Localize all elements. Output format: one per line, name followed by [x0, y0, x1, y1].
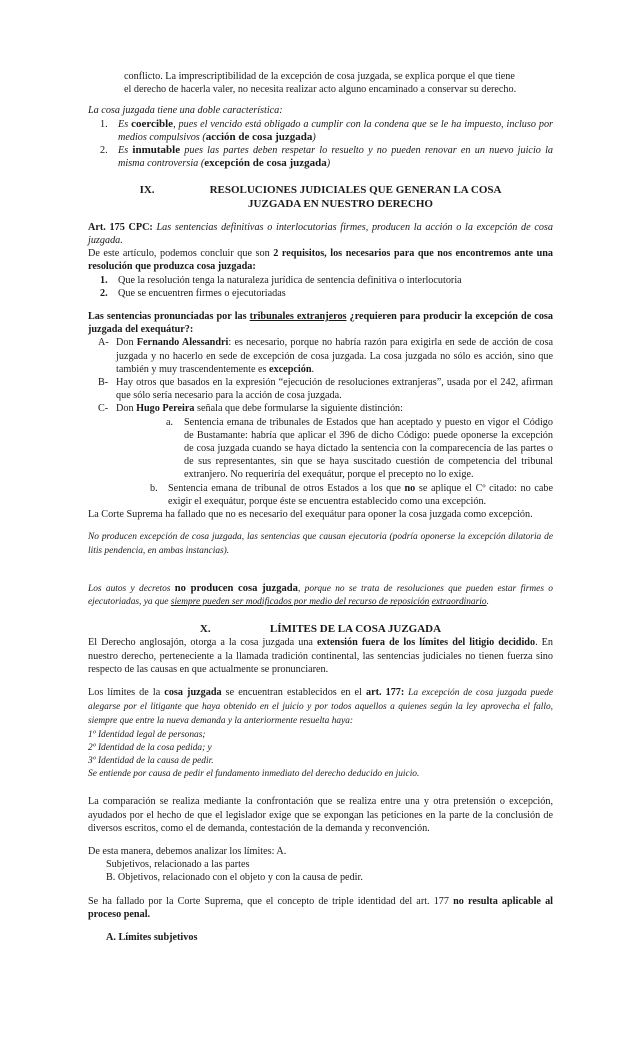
text-line: 3º Identidad de la causa de pedir.: [88, 755, 214, 766]
manera-intro: De esta manera, debemos analizar los límites: A.: [88, 845, 287, 857]
text: Las sentencias pronunciadas por las: [88, 311, 250, 323]
text: Don: [116, 403, 137, 415]
section-heading: [88, 623, 553, 636]
list-number: 2.: [100, 145, 108, 157]
extranjeras-question: [88, 310, 553, 336]
section-title: RESOLUCIONES JUDICIALES QUE GENERAN LA COSA: [209, 184, 502, 197]
anglo-paragraph: [88, 636, 553, 676]
text: cosa juzgada: [164, 686, 222, 698]
text: , porque no se trata de resoluciones que pueden estar firmes o ejecutoriadas, ya que: [88, 583, 553, 607]
text: Es: [118, 118, 132, 130]
text: De este artículo, podemos concluir que son: [88, 248, 274, 260]
fallado-paragraph: [88, 895, 553, 921]
text: no resulta aplicable al proceso penal.: [88, 895, 553, 920]
text: pues las partes deben respetar lo resuelto y no pueden renovar en un nuevo juicio la misma controversia (: [118, 145, 554, 170]
term: excepción de cosa juzgada: [204, 157, 327, 170]
list-marker: a.: [166, 416, 174, 428]
text: se encuentran establecidos en el: [221, 686, 366, 698]
text: se aplique el Cº citado: no cabe exigir el exequátur, porque éste se encuentra establecido como una excepción.: [168, 482, 553, 507]
list-item: [88, 274, 553, 287]
text: Que se encuentren firmes o ejecutoriadas: [118, 287, 286, 299]
text: Los límites de la: [88, 686, 165, 698]
no-producen-paragraph: No producen excepción de cosa juzgada, las sentencias que causan ejecutoria (podría oponerse la excepción dilatoria de litis pendencia, en ambas instancias).: [88, 532, 553, 556]
text: ): [312, 131, 316, 143]
author-name: Fernando Alessandri: [136, 337, 229, 349]
text-line: el derecho de hacerla valer, no necesita realizar acto alguno encaminado a conservar su derecho.: [124, 84, 517, 96]
text: , pues el vencido está obligado a cumplir con la condena que se le ha impuesto, incluso por medios compulsivos (: [118, 118, 554, 143]
text: excepción: [269, 363, 312, 375]
list-marker: A-: [98, 337, 109, 349]
text-line: conflicto. La imprescriptibilidad de la excepción de cosa juzgada, se explica porque el que tiene: [124, 71, 515, 82]
text: .: [311, 363, 315, 375]
section-number: X.: [199, 623, 211, 636]
list-item: [88, 376, 553, 402]
text: ): [326, 158, 331, 170]
autos-paragraph: [88, 582, 553, 609]
text-line: 2º Identidad de la cosa pedida; y: [88, 742, 212, 753]
text-line: 1º Identidad legal de personas;: [88, 729, 206, 740]
section-title-line2: JUZGADA EN NUESTRO DERECHO: [248, 197, 433, 210]
list-item: [88, 144, 553, 170]
term: acción de cosa juzgada: [205, 130, 313, 143]
text: no: [404, 482, 416, 494]
list-item: [88, 287, 553, 300]
list-marker: B-: [98, 377, 109, 389]
sub-list-item: [88, 482, 553, 508]
text: Sentencia emana de tribunales de Estados que han aceptado y puesto en vigor el Código de Bustamante: habría que aplicar el 396 de dicho Código: puede oponerse la excepción de cosa juzgada cuando se haya dictado la sentencia con la comparecencia de las partes o de sus representantes, sin que se haya suscitado cuestión de competencia del tribunal extranjero. No requeriría del exequátur, porque el precepto no lo exige.: [184, 416, 553, 481]
list-item: [88, 336, 553, 376]
text: tribunales extranjeros: [249, 311, 347, 323]
comparacion-paragraph: La comparación se realiza mediante la confrontación que se realiza entre una y otra pretensión o excepción, ayudados por el hecho de que el legislador exige que se expongan las peticiones en la parte de la conclusión de diversos escritos, como el de demanda, contestación de la demanda y reconvención.: [88, 796, 553, 834]
article-text: Las sentencias definitivas o interlocutorias firmes, producen la acción o la excepción de cosa juzgada.: [88, 221, 553, 247]
text-line: Subjetivos, relacionado a las partes: [106, 859, 250, 871]
list-item: [88, 402, 553, 415]
text: 2 requisitos, los necesarios para que nos encontremos ante una resolución que produzca cosa juzgada:: [88, 248, 554, 273]
text: extensión fuera de los límites del litigio decidido: [317, 637, 536, 649]
article-ref: art. 177:: [365, 686, 405, 698]
text-line: B. Objetivos, relacionado con el objeto y con la causa de pedir.: [106, 872, 363, 884]
text: .: [486, 596, 489, 607]
continued-paragraph: [88, 70, 553, 96]
text: El Derecho anglosajón, otorga a la cosa juzgada una: [88, 637, 318, 649]
text: Que la resolución tenga la naturaleza jurídica de sentencia definitiva o interlocutoria: [118, 274, 462, 286]
text: Sentencia emana de tribunal de otros Estados a los que: [168, 482, 405, 494]
article-text: La excepción de cosa juzgada puede alegarse por el litigante que haya obtenido en el juicio y por todos aquellos a quienes según la ley aprovecha el fallo, siempre que entre la nueva demanda y la anteriormente resuelta haya:: [88, 687, 554, 727]
corte-paragraph: La Corte Suprema ha fallado que no es necesario del exequátur para oponer la cosa juzgada como excepción.: [88, 509, 533, 521]
subsection-heading: A. Límites subjetivos: [106, 931, 198, 943]
text: siempre pueden ser modificados por medio del recurso de reposición: [170, 596, 430, 607]
section-heading: [88, 184, 553, 210]
text-line: Se entiende por causa de pedir el fundamento inmediato del derecho deducido en juicio.: [88, 769, 420, 780]
list-number: 1.: [100, 274, 108, 286]
author-name: Hugo Pereira: [136, 403, 195, 415]
document-page: [88, 70, 553, 944]
text: ¿requieren para producir la excepción de cosa juzgada del exequátur?:: [88, 311, 553, 336]
text: Los autos y decretos: [88, 583, 175, 594]
list-marker: C-: [98, 403, 109, 415]
section-title: LÍMITES DE LA COSA JUZGADA: [269, 623, 442, 636]
text: : es necesario, porque no habría razón para exigirla en sede de acción de cosa juzgada y no hacerlo en sede de excepción de cosa juzgada. La cosa juzgada no sólo es acción, sino que también y muy trascendentemente es: [116, 337, 553, 375]
text: Don: [116, 337, 137, 349]
text: no producen cosa juzgada: [174, 582, 298, 594]
list-marker: b.: [150, 482, 158, 494]
list-item: [88, 118, 553, 144]
limites-paragraph: [88, 686, 553, 729]
text: Se ha fallado por la Corte Suprema, que el concepto de triple identidad del art. 177: [88, 895, 454, 907]
list-number: 1.: [100, 118, 108, 130]
sub-list-item: [88, 416, 553, 482]
article-ref: Art. 175 CPC:: [88, 221, 153, 233]
section-number: IX.: [139, 184, 155, 197]
art175-paragraph: [88, 221, 553, 247]
doble-intro: La cosa juzgada tiene una doble característica:: [88, 105, 283, 117]
text: Es: [118, 145, 133, 157]
text: extraordinario: [431, 596, 487, 607]
text: Hay otros que basados en la expresión “ejecución de resoluciones extranjeras”, usada por el 242, afirman que sólo sería necesario para la acción de cosa juzgada.: [116, 377, 553, 402]
text: señala que debe formularse la siguiente distinción:: [194, 403, 403, 415]
list-number: 2.: [100, 287, 108, 299]
text: . En nuestro derecho, perteneciente a la llamada tradición continental, las sentencias judiciales no tienen fuerza sino respecto de las causas en que actualmente se pronunciaren.: [88, 637, 553, 675]
requisitos-paragraph: [88, 247, 553, 273]
term: inmutable: [132, 144, 181, 157]
term: coercible: [131, 117, 174, 130]
